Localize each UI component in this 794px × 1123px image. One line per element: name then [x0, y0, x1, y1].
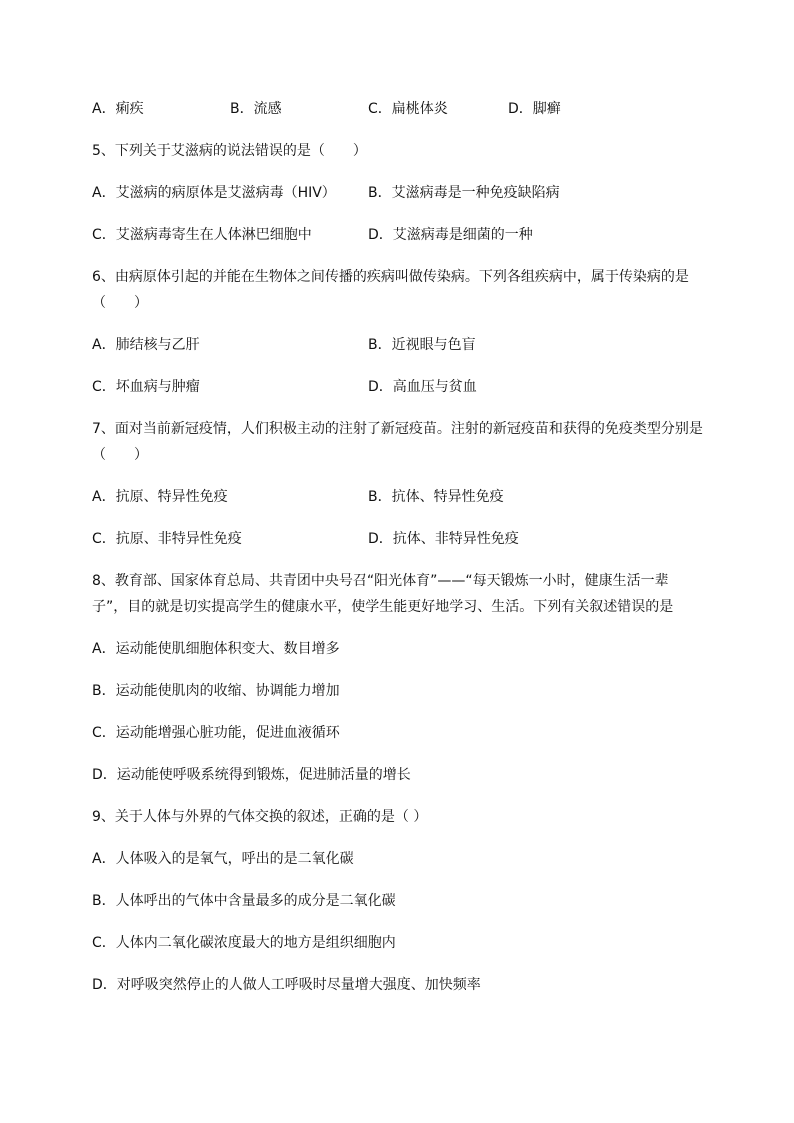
- q8-stem-line2: 子”，目的就是切实提高学生的健康水平，使学生能更好地学习、生活。下列有关叙述错误的是: [92, 599, 674, 615]
- q5-option-a: A．艾滋病的病原体是艾滋病毒（HIV）: [92, 185, 336, 201]
- q9-option-a: A．人体吸入的是氧气，呼出的是二氧化碳: [92, 851, 354, 867]
- q8-option-a: A．运动能使肌细胞体积变大、数目增多: [92, 641, 340, 657]
- q6-option-b: B．近视眼与色盲: [368, 337, 476, 353]
- q5-option-d: D．艾滋病毒是细菌的一种: [368, 227, 533, 243]
- q4-option-c: C．扁桃体炎: [368, 101, 448, 117]
- q9-stem: 9、关于人体与外界的气体交换的叙述，正确的是（ ）: [92, 809, 428, 825]
- q5-option-b: B．艾滋病毒是一种免疫缺陷病: [368, 185, 560, 201]
- q7-option-d: D．抗体、非特异性免疫: [368, 531, 519, 547]
- q4-option-a: A．痢疾: [92, 101, 144, 117]
- q9-option-b: B．人体呼出的气体中含量最多的成分是二氧化碳: [92, 893, 396, 909]
- q6-stem-line2: （ ）: [92, 295, 148, 311]
- q6-option-d: D．高血压与贫血: [368, 379, 477, 395]
- q5-stem: 5、下列关于艾滋病的说法错误的是（ ）: [92, 143, 367, 159]
- q7-option-c: C．抗原、非特异性免疫: [92, 531, 242, 547]
- q5-option-c: C．艾滋病毒寄生在人体淋巴细胞中: [92, 227, 312, 243]
- q8-stem-line1: 8、教育部、国家体育总局、共青团中央号召“阳光体育”——“每天锻炼一小时，健康生活一辈: [92, 573, 669, 589]
- q8-option-b: B．运动能使肌肉的收缩、协调能力增加: [92, 683, 340, 699]
- q7-option-b: B．抗体、特异性免疫: [368, 489, 504, 505]
- q6-stem-line1: 6、由病原体引起的并能在生物体之间传播的疾病叫做传染病。下列各组疾病中，属于传染病的是: [92, 269, 689, 285]
- q9-option-c: C．人体内二氧化碳浓度最大的地方是组织细胞内: [92, 935, 396, 951]
- q4-option-d: D．脚癣: [508, 101, 561, 117]
- q6-option-c: C．坏血病与肿瘤: [92, 379, 200, 395]
- q7-option-a: A．抗原、特异性免疫: [92, 489, 228, 505]
- q7-stem-line2: （ ）: [92, 447, 148, 463]
- q7-stem-line1: 7、面对当前新冠疫情，人们积极主动的注射了新冠疫苗。注射的新冠疫苗和获得的免疫类型分别是: [92, 421, 703, 437]
- q9-option-d: D．对呼吸突然停止的人做人工呼吸时尽量增大强度、加快频率: [92, 977, 481, 993]
- q8-option-c: C．运动能增强心脏功能，促进血液循环: [92, 725, 340, 741]
- q8-option-d: D．运动能使呼吸系统得到锻炼，促进肺活量的增长: [92, 767, 411, 783]
- q6-option-a: A．肺结核与乙肝: [92, 337, 200, 353]
- q4-option-b: B．流感: [230, 101, 282, 117]
